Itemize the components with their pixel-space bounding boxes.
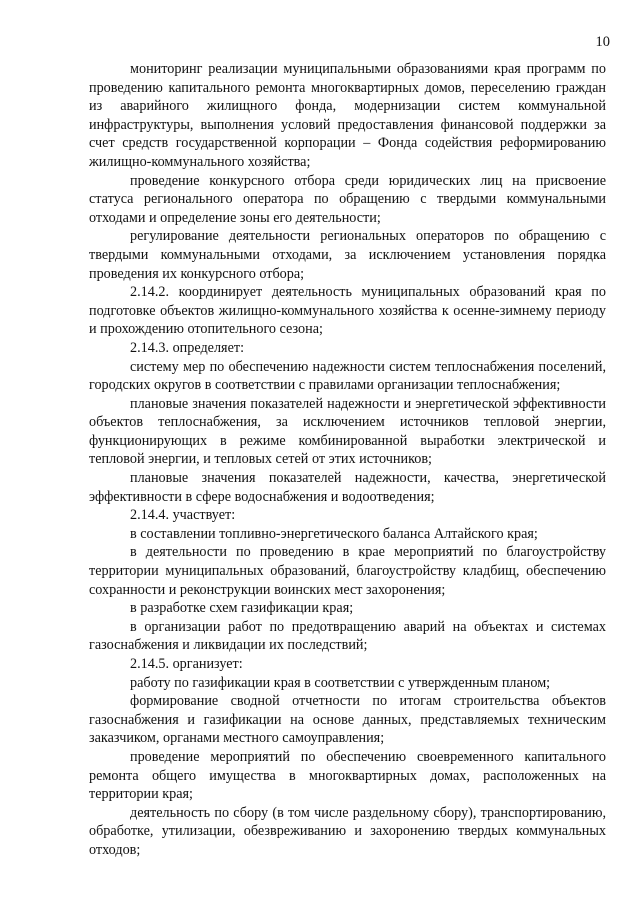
paragraph-heat-efficiency-targets: плановые значения показателей надежности и энергетической эффективности объектов теплоснабжения, за исключением источников тепловой энергии, функционирующих в режиме комбинированной выработки электрической и тепловой энергии, и тепловых сетей от этих источников; <box>89 395 606 468</box>
paragraph-2-14-4-heading: 2.14.4. участвует: <box>130 507 236 524</box>
paragraph-competitive-selection: проведение конкурсного отбора среди юридических лиц на присвоение статуса регионального оператора по обращению с твердыми коммунальными отходами и определение зоны его деятельности; <box>89 172 606 226</box>
paragraph-heat-supply-reliability: систему мер по обеспечению надежности систем теплоснабжения поселений, городских округов в соответствии с правилами организации теплоснабжения; <box>89 358 606 394</box>
page-number: 10 <box>595 34 610 50</box>
paragraph-summary-reporting: формирование сводной отчетности по итогам строительства объектов газоснабжения и газификации на основе данных, представляемых техническим заказчиком, органами местного самоуправления; <box>89 693 606 747</box>
paragraph-fuel-energy-balance: в составлении топливно-энергетического баланса Алтайского края; <box>130 525 538 542</box>
paragraph-2-14-5-heading: 2.14.5. организует: <box>130 656 243 672</box>
paragraph-monitoring: мониторинг реализации муниципальными образованиями края программ по проведению капитального ремонта многоквартирных домов, переселению граждан из аварийного жилищного фонда, модернизации систем коммунальной инфраструктуры, выполнения условий предоставления финансовой поддержки за счет средств государственной корпорации – Фонда содействия реформированию жилищно-коммунального хозяйства; <box>89 61 606 170</box>
paragraph-2-14-2: 2.14.2. координирует деятельность муниципальных образований края по подготовке объектов жилищно-коммунального хозяйства к осенне-зимнему периоду и прохождению отопительного сезона; <box>89 284 606 338</box>
paragraph-waste-handling: деятельность по сбору (в том числе раздельному сбору), транспортированию, обработке, утилизации, обезвреживанию и захоронению твердых коммунальных отходов; <box>89 804 606 858</box>
paragraph-2-14-3-heading: 2.14.3. определяет: <box>130 339 245 356</box>
paragraph-operator-regulation: регулирование деятельности региональных операторов по обращению с твердыми коммунальными отходами, за исключением установления порядка проведения их конкурсного отбора; <box>89 228 606 282</box>
paragraph-water-efficiency-targets: плановые значения показателей надежности, качества, энергетической эффективности в сфере водоснабжения и водоотведения; <box>89 470 606 505</box>
paragraph-gasification-schemes: в разработке схем газификации края; <box>130 600 354 617</box>
paragraph-landscaping: в деятельности по проведению в крае мероприятий по благоустройству территории муниципальных образований, благоустройству кладбищ, обеспечению сохранности и реконструкции воинских мест захоронения; <box>89 544 606 598</box>
paragraph-accident-prevention: в организации работ по предотвращению аварий на объектах и системах газоснабжения и ликвидации их последствий; <box>89 618 606 654</box>
paragraph-gasification-work: работу по газификации края в соответствии с утвержденным планом; <box>130 674 551 691</box>
document-body <box>89 60 606 860</box>
paragraph-capital-repair: проведение мероприятий по обеспечению своевременного капитального ремонта общего имущества в многоквартирных домах, расположенных на территории края; <box>89 748 606 803</box>
